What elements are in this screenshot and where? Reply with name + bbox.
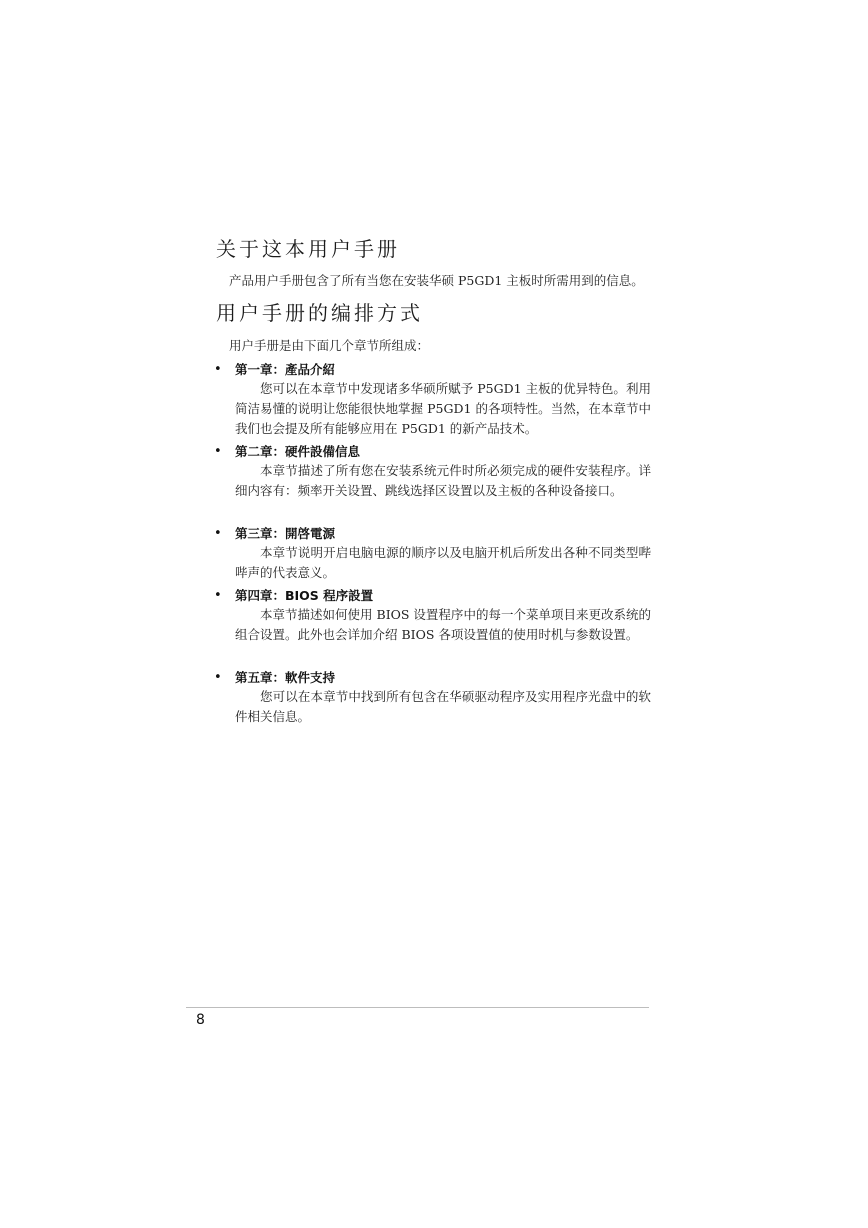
bullet-icon: • (214, 670, 222, 685)
chapter-title: 第一章：產品介紹 (235, 362, 336, 377)
chapter-title: 第五章：軟件支持 (235, 670, 336, 685)
chapter-description: 本章节描述如何使用 BIOS 设置程序中的每一个菜单项目来更改系统的组合设置。此外也会详加介绍 BIOS 各项设置值的使用时机与参数设置。 (235, 607, 651, 642)
chapter-description: 本章节描述了所有您在安装系统元件时所必须完成的硬件安装程序。详细内容有：频率开关设置、跳线选择区设置以及主板的各种设备接口。 (235, 463, 651, 498)
bullet-icon: • (214, 444, 222, 459)
section-heading-about: 关于这本用户手册 (216, 237, 400, 261)
chapter-description: 本章节说明开启电脑电源的顺序以及电脑开机后所发出各种不同类型哔哔声的代表意义。 (235, 545, 651, 580)
section-heading-structure: 用户手册的编排方式 (216, 301, 423, 325)
section-intro-structure: 用户手册是由下面几个章节所组成： (229, 338, 430, 353)
page-number: 8 (196, 1012, 205, 1028)
section-intro-about: 产品用户手册包含了所有当您在安装华硕 P5GD1 主板时所需用到的信息。 (229, 273, 644, 288)
bullet-icon: • (214, 526, 222, 541)
chapter-description: 您可以在本章节中发现诸多华硕所赋予 P5GD1 主板的优异特色。利用简洁易懂的说明让您能很快地掌握 P5GD1 的各项特性。当然，在本章节中我们也会提及所有能够应用在 P5GD1 的新产品技术。 (235, 381, 651, 436)
chapter-description: 您可以在本章节中找到所有包含在华硕驱动程序及实用程序光盘中的软件相关信息。 (235, 689, 651, 724)
bullet-icon: • (214, 362, 222, 377)
footer-divider (186, 1007, 649, 1008)
chapter-title: 第四章：BIOS 程序設置 (235, 588, 374, 603)
bullet-icon: • (214, 588, 222, 603)
chapter-title: 第二章：硬件設備信息 (235, 444, 361, 459)
chapter-title: 第三章：開啓電源 (235, 526, 336, 541)
